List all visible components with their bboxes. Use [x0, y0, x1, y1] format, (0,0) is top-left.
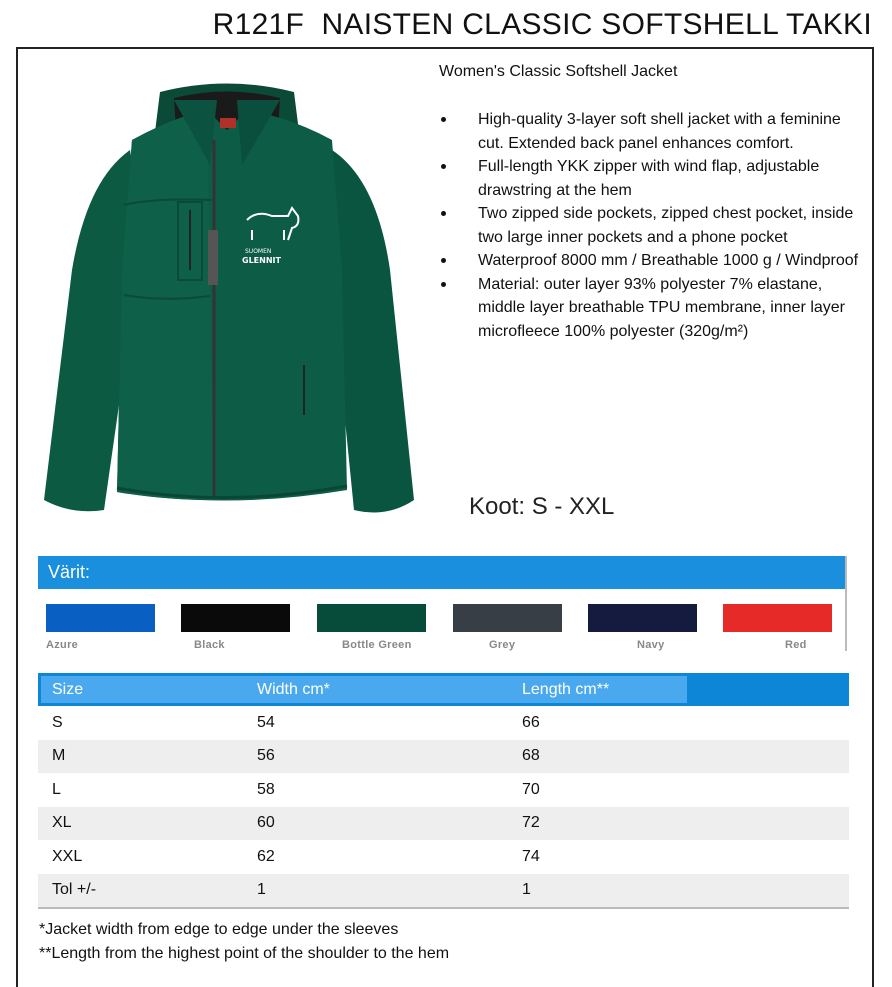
colors-header: Värit: [38, 556, 845, 589]
feature-item [439, 273, 869, 344]
cell-width: 62 [257, 847, 275, 865]
table-row [38, 740, 849, 774]
size-table [38, 673, 849, 909]
logo-text-top: SUOMEN [245, 248, 272, 255]
swatch-bottle-green [317, 604, 426, 632]
swatch-black [181, 604, 290, 632]
feature-item [439, 202, 869, 249]
cell-size: Tol +/- [38, 874, 257, 909]
bullet-icon [441, 211, 446, 216]
footnote-length: **Length from the highest point of the shoulder to the hem [39, 945, 450, 962]
feature-text: High-quality 3-layer soft shell jacket with a feminine cut. Extended back panel enhances comfort. [478, 111, 841, 152]
cell-length: 74 [522, 847, 540, 865]
product-subtitle: Women's Classic Softshell Jacket [439, 63, 678, 80]
feature-text: Two zipped side pockets, zipped chest pocket, inside two large inner pockets and a phone pocket [478, 205, 854, 246]
page-title: R121F NAISTEN CLASSIC SOFTSHELL TAKKI [212, 8, 872, 41]
bullet-icon [441, 258, 446, 263]
feature-list [439, 108, 869, 343]
cell-length: 72 [522, 807, 849, 841]
cell-length: 68 [522, 740, 849, 774]
bullet-icon [441, 117, 446, 122]
swatch-label: Black [194, 639, 225, 651]
swatch-label: Bottle Green [342, 639, 412, 651]
swatch-label: Grey [489, 639, 516, 651]
footnote-width: *Jacket width from edge to edge under the sleeves [39, 921, 399, 938]
feature-item [439, 249, 869, 273]
feature-text: Material: outer layer 93% polyester 7% elastane, middle layer breathable TPU membrane, inner layer microfleece 100% polyester (320g/m²) [478, 275, 845, 340]
bullet-icon [441, 282, 446, 287]
swatch-navy [588, 604, 697, 632]
cell-length: 70 [522, 780, 540, 798]
feature-item [439, 108, 869, 155]
feature-text: Full-length YKK zipper with wind flap, adjustable drawstring at the hem [478, 158, 820, 199]
cell-size: S [52, 713, 63, 731]
swatch-azure [46, 604, 155, 632]
jacket-image [42, 70, 422, 530]
table-row [38, 807, 849, 841]
cell-size: L [52, 780, 61, 798]
table-row [38, 874, 849, 909]
table-header-row [38, 673, 849, 706]
cell-width: 58 [257, 780, 275, 798]
swatch-red [723, 604, 832, 632]
col-header-length: Length cm** [522, 680, 610, 698]
cell-width: 54 [257, 713, 275, 731]
cell-size: XL [38, 807, 257, 841]
swatch-grey [453, 604, 562, 632]
logo-text-bottom: GLENNIT [242, 256, 281, 265]
cell-width: 56 [257, 740, 522, 774]
cell-size: M [38, 740, 257, 774]
feature-item [439, 155, 869, 202]
feature-text: Waterproof 8000 mm / Breathable 1000 g / Windproof [478, 252, 859, 269]
cell-length: 1 [522, 874, 849, 909]
swatch-label: Azure [46, 639, 79, 651]
table-row [38, 706, 849, 740]
swatch-label: Red [785, 639, 807, 651]
col-header-width: Width cm* [257, 680, 330, 698]
bullet-icon [441, 164, 446, 169]
table-row [38, 840, 849, 874]
cell-width: 60 [257, 807, 522, 841]
table-row [38, 773, 849, 807]
cell-size: XXL [52, 847, 83, 865]
size-range: Koot: S - XXL [469, 493, 615, 520]
colors-panel [38, 556, 847, 651]
swatch-label: Navy [637, 639, 665, 651]
cell-length: 66 [522, 713, 540, 731]
swatch-row [46, 604, 846, 651]
cell-width: 1 [257, 874, 522, 909]
col-header-size: Size [52, 680, 84, 698]
